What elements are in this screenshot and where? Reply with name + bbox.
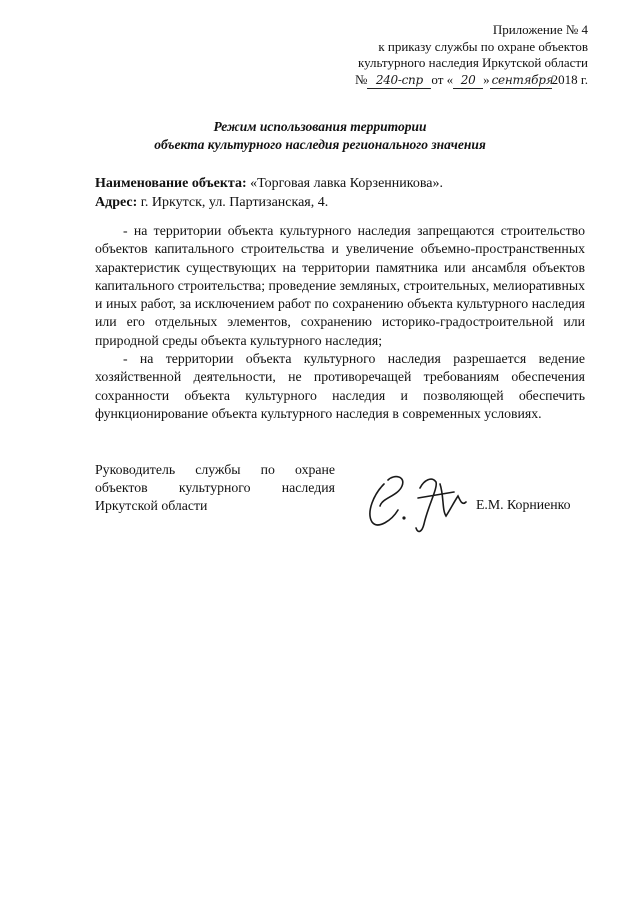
regime-text (95, 222, 585, 423)
number-prefix: № (354, 71, 368, 87)
object-address-value: г. Иркутск, ул. Партизанская, 4. (140, 195, 329, 210)
order-number-date (355, 72, 588, 90)
position-line-2: объектов культурного наследия (95, 480, 335, 495)
handwritten-signature (362, 466, 472, 536)
title-line-2: объекта культурного наследия регионального значения (154, 137, 486, 152)
appendix-order-ref: к приказу службы по охране объектов (378, 38, 588, 54)
signatory-position (95, 461, 335, 515)
object-name-row (95, 174, 443, 193)
date-from: от « (431, 71, 454, 87)
handwritten-month: сентября (490, 72, 552, 90)
paragraph-permissions: - на территории объекта культурного наследия разрешается ведение хозяйственной деятельности, не противоречащей требованиям обеспечения сохранности объекта культурного наследия и позволяющей обеспечить функционирование объекта культурного наследия в современных условиях. (95, 351, 585, 421)
appendix-title: Приложение № 4 (492, 22, 588, 37)
handwritten-day: 20 (453, 72, 483, 90)
signer-name: Е.М. Корниенко (476, 497, 571, 512)
object-address-label: Адрес: (95, 195, 138, 210)
position-line-3: Иркутской области (95, 498, 208, 513)
date-year: 2018 г. (551, 71, 588, 87)
object-name-label: Наименование объекта: (95, 176, 247, 191)
paragraph-prohibitions: - на территории объекта культурного наследия запрещаются строительство объектов капитального строительства и увеличение объемно-пространственных характеристик существующих на территории памятника или ансамбля объектов капитального строительства; проведение земляных, строительных, мелиоративных и иных работ, за исключением работ по сохранению объекта культурного наследия или его отдельных элементов, сохранению историко-градостроительной или природной среды объекта культурного наследия; (95, 223, 585, 348)
object-info (95, 174, 443, 212)
object-name-value: «Торговая лавка Корзенникова». (250, 176, 443, 191)
appendix-header (355, 22, 588, 89)
date-quote-close: » (483, 71, 490, 87)
title-line-1: Режим использования территории (213, 119, 427, 134)
document-title (0, 118, 640, 154)
appendix-region: культурного наследия Иркутской области (357, 55, 588, 70)
handwritten-order-number: 240-спр (367, 72, 431, 90)
object-address-row (95, 193, 443, 212)
position-line-1: Руководитель службы по охране (95, 462, 335, 477)
